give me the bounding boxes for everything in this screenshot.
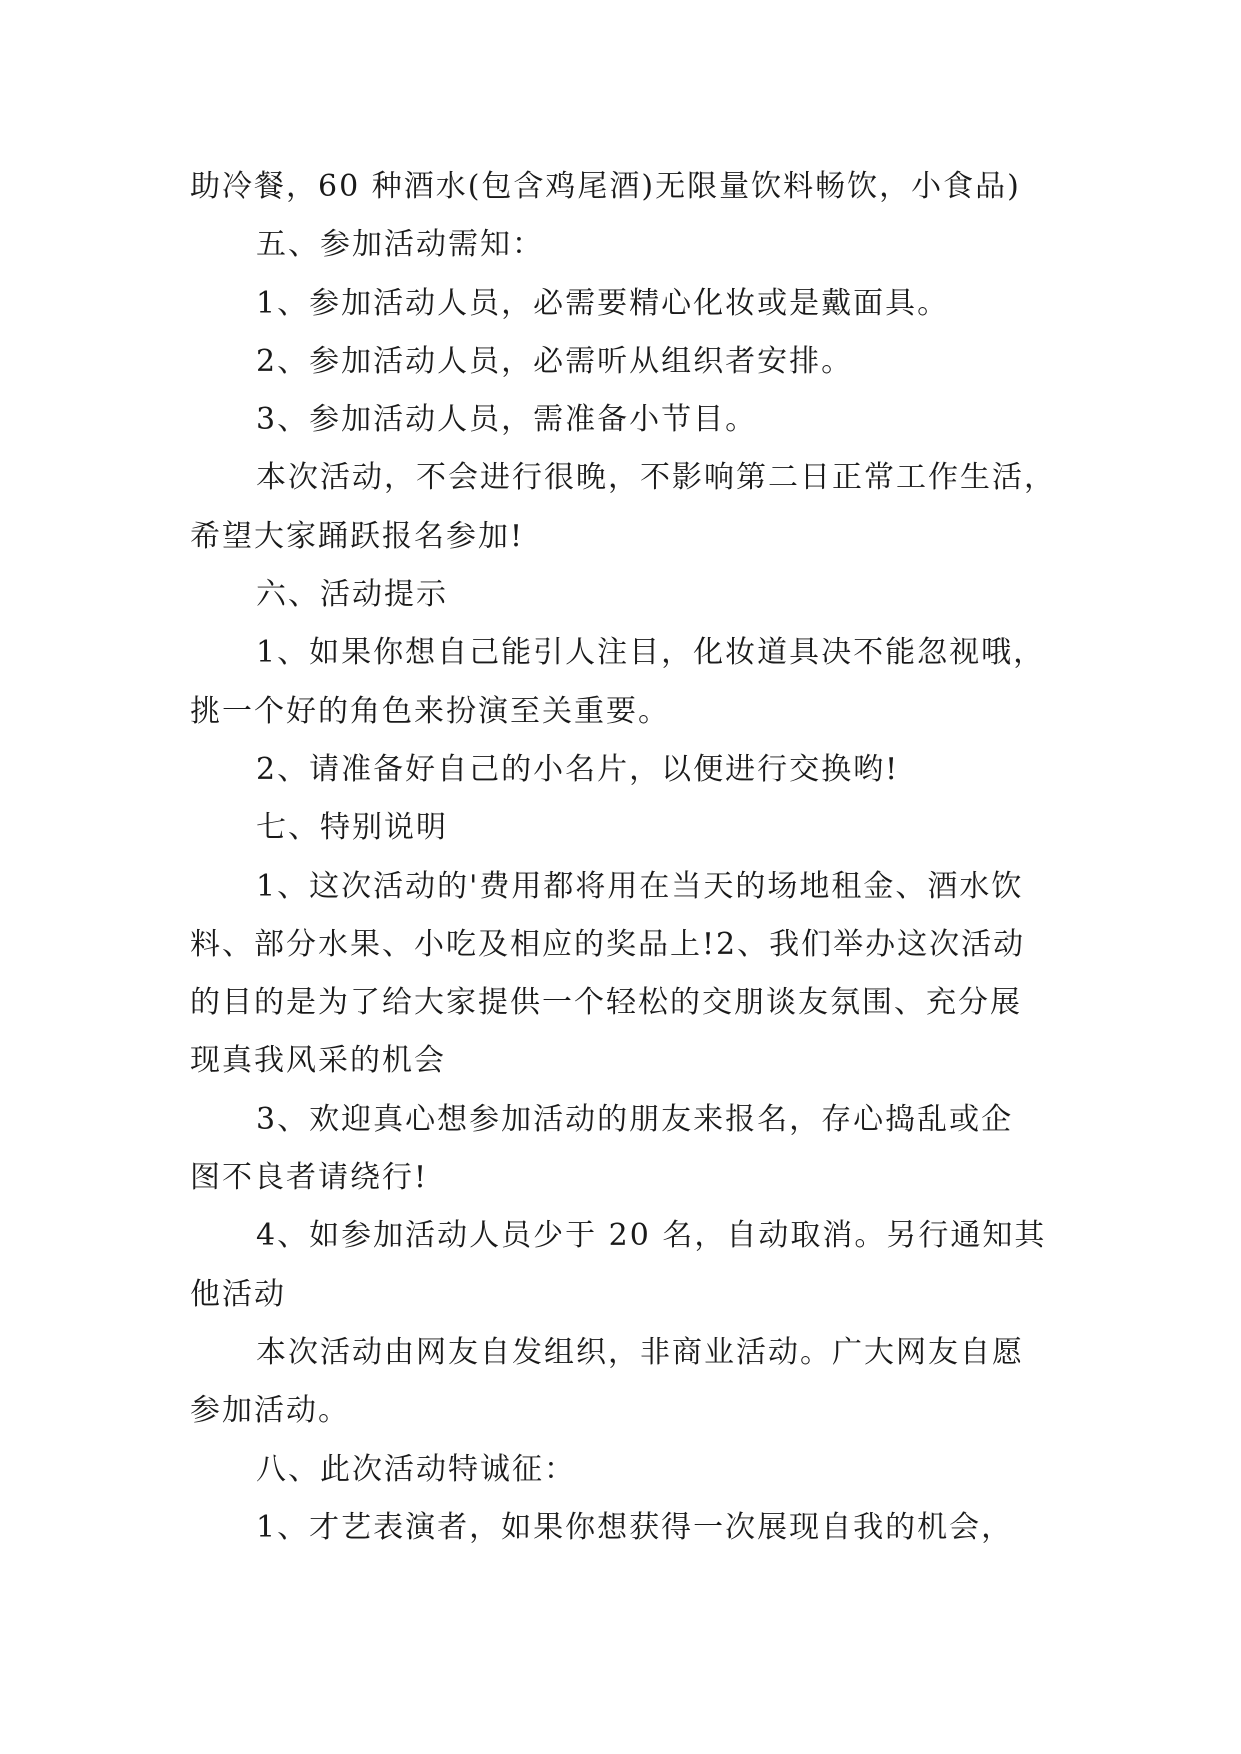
text-line: 参加活动。: [190, 1393, 350, 1429]
text-line: 七、特别说明: [256, 810, 448, 846]
text-line: 五、参加活动需知：: [256, 227, 544, 263]
text-line: 料、部分水果、小吃及相应的奖品上!2、我们举办这次活动: [190, 926, 1026, 962]
text-line: 3、参加活动人员，需准备小节目。: [256, 402, 758, 438]
text-line: 3、欢迎真心想参加活动的朋友来报名，存心捣乱或企: [256, 1101, 1014, 1137]
text-line: 1、才艺表演者，如果你想获得一次展现自我的机会，: [256, 1509, 1014, 1545]
text-line: 八、此次活动特诚征：: [256, 1451, 576, 1487]
text-line: 助冷餐，60 种酒水(包含鸡尾酒)无限量饮料畅饮，小食品): [190, 169, 1021, 204]
text-line: 1、参加活动人员，必需要精心化妆或是戴面具。: [256, 285, 950, 321]
text-line: 六、活动提示: [256, 577, 448, 613]
text-line: 现真我风采的机会: [190, 1043, 446, 1079]
text-line: 挑一个好的角色来扮演至关重要。: [190, 693, 670, 729]
text-line: 4、如参加活动人员少于 20 名，自动取消。另行通知其: [256, 1218, 1047, 1254]
text-line: 图不良者请绕行!: [190, 1160, 429, 1196]
text-line: 本次活动由网友自发组织，非商业活动。广大网友自愿: [256, 1334, 1024, 1370]
text-line: 2、请准备好自己的小名片，以便进行交换哟!: [256, 751, 900, 787]
text-line: 他活动: [190, 1276, 286, 1312]
text-line: 希望大家踊跃报名参加!: [190, 518, 525, 554]
text-line: 1、这次活动的'费用都将用在当天的场地租金、酒水饮: [256, 868, 1024, 904]
text-line: 本次活动，不会进行很晚，不影响第二日正常工作生活，: [256, 460, 1056, 496]
text-line: 的目的是为了给大家提供一个轻松的交朋谈友氛围、充分展: [190, 985, 1022, 1021]
text-line: 1、如果你想自己能引人注目，化妆道具决不能忽视哦，: [256, 635, 1046, 671]
document-body: [190, 158, 1070, 1557]
text-line: 2、参加活动人员，必需听从组织者安排。: [256, 343, 854, 379]
